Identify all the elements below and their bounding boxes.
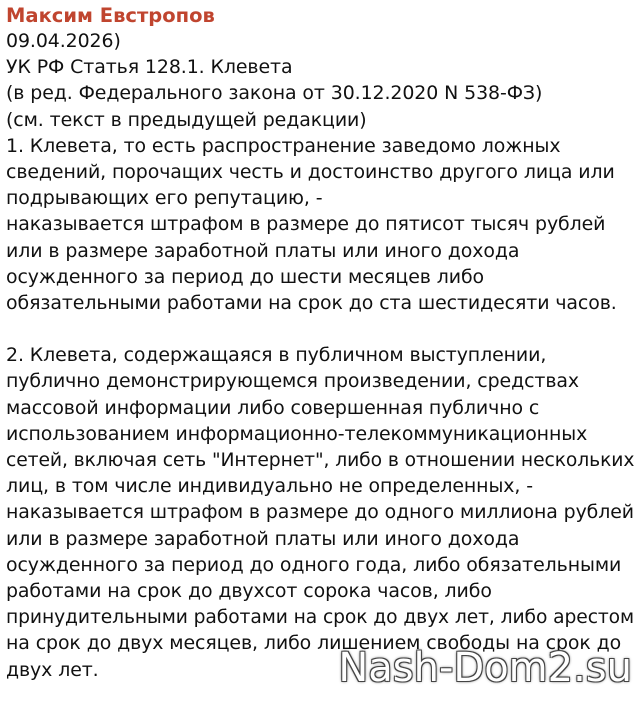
message-line: сведений, порочащих честь и достоинство другого лица или [6, 160, 615, 183]
watermark-logo: Nash-Dom2.su [338, 645, 632, 691]
message-line: на срок до двух месяцев, либо лишением свободы на срок до [6, 632, 622, 655]
message-line: или в размере заработной платы или иного дохода [6, 239, 520, 262]
message-line: 09.04.2026) [6, 30, 121, 52]
message-line: или в размере заработной платы или иного дохода [6, 527, 520, 550]
message-line: использованием информационно-телекоммуникационных [6, 422, 588, 445]
message-body [6, 28, 636, 683]
message-line: лиц, в том числе индивидуально не определенных, - [6, 475, 533, 498]
message-line: (в ред. Федерального закона от 30.12.2020 N 538-ФЗ) [6, 82, 543, 105]
message-line: наказывается штрафом в размере до пятисот тысяч рублей [6, 213, 606, 236]
message-line: наказывается штрафом в размере до одного миллиона рублей [6, 501, 634, 524]
message-line: массовой информации либо совершенная публично с [6, 396, 540, 419]
message-line: публично демонстрирующемся произведении, средствах [6, 370, 580, 393]
message-line: работами на срок до двухсот сорока часов, либо [6, 579, 492, 602]
message-line: сетей, включая сеть "Интернет", либо в отношении нескольких [6, 449, 635, 471]
message-line: двух лет. [6, 658, 99, 681]
message-line: принудительными работами на срок до двух лет, либо арестом [6, 606, 635, 629]
message-line: 2. Клевета, содержащаяся в публичном выступлении, [6, 344, 547, 367]
message-line: подрывающих его репутацию, - [6, 187, 323, 210]
message-line: обязательными работами на срок до ста шестидесяти часов. [6, 291, 617, 314]
message-author[interactable]: Максим Евстропов [6, 4, 215, 27]
message-line: (см. текст в предыдущей редакции) [6, 108, 367, 131]
message-line: осужденного за период до одного года, либо обязательными [6, 553, 622, 576]
message-line: осужденного за период до шести месяцев либо [6, 265, 485, 288]
message-line: УК РФ Статья 128.1. Клевета [6, 56, 293, 79]
message-line: 1. Клевета, то есть распространение заведомо ложных [6, 134, 561, 157]
blank-line [6, 316, 634, 342]
